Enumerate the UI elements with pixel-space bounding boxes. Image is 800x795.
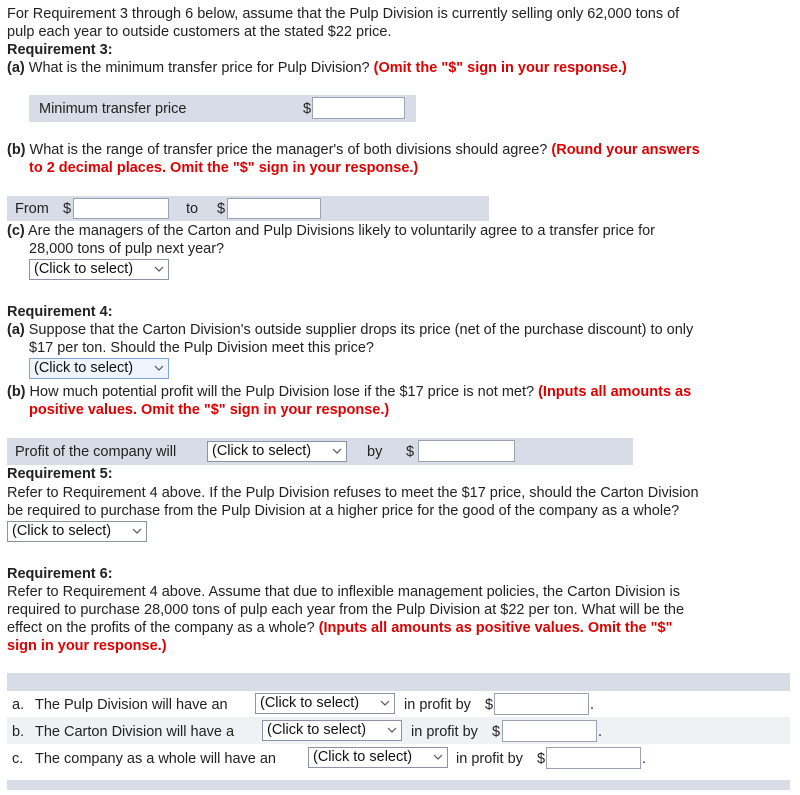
profit-amount-input[interactable] — [418, 440, 515, 462]
row-c-select-value: (Click to select) — [313, 749, 413, 765]
req4-a-text-2: $17 per ton. Should the Pulp Division meet this price? — [29, 340, 374, 356]
req4-b-note-2: positive values. Omit the "$" sign in your response.) — [29, 402, 390, 418]
intro-line-1: For Requirement 3 through 6 below, assume that the Pulp Division is currently selling only 62,000 tons of — [7, 6, 680, 22]
row-b-select-value: (Click to select) — [267, 722, 367, 738]
row-c-currency: $ — [537, 751, 546, 767]
chevron-down-icon — [380, 698, 390, 708]
req5-select-value: (Click to select) — [12, 523, 112, 539]
row-a-end: . — [590, 697, 595, 713]
req3-b-prefix: (b) — [7, 142, 26, 158]
req3-c-text-2: 28,000 tons of pulp next year? — [29, 241, 225, 257]
req4-heading: Requirement 4: — [7, 304, 113, 320]
row-c-select[interactable] — [308, 747, 448, 768]
profit-select[interactable] — [207, 441, 347, 462]
req4-b-text: How much potential profit will the Pulp Division lose if the $17 price is not met? — [25, 384, 539, 400]
req3-heading: Requirement 3: — [7, 42, 113, 58]
req4-b-prefix: (b) — [7, 384, 26, 400]
row-b-amount-input[interactable] — [502, 720, 597, 742]
row-c-text: The company as a whole will have an — [35, 751, 276, 767]
row-a-amount-input[interactable] — [494, 693, 589, 715]
range-from-input[interactable] — [73, 198, 169, 219]
row-b-letter: b. — [12, 724, 25, 740]
req3-b-note-2: to 2 decimal places. Omit the "$" sign in your response.) — [29, 160, 419, 176]
req6-text-2: required to purchase 28,000 tons of pulp each year from the Pulp Division at $22 per ton. What will be the — [7, 602, 685, 618]
row-b-text: The Carton Division will have a — [35, 724, 235, 740]
req3-a-text: What is the minimum transfer price for Pulp Division? — [24, 60, 374, 76]
row-a-letter: a. — [12, 697, 25, 713]
req3-b-question-1 — [7, 141, 700, 159]
req3-c-text-1: Are the managers of the Carton and Pulp Divisions likely to voluntarily agree to a transfer price for — [24, 223, 655, 239]
req3-c-select[interactable] — [29, 259, 169, 280]
req6-text-3-note: (Inputs all amounts as positive values. Omit the "$" — [318, 620, 673, 636]
req4-b-note-1: (Inputs all amounts as — [538, 384, 692, 400]
req5-text-1: Refer to Requirement 4 above. If the Pulp Division refuses to meet the $17 price, should the Carton Division — [7, 485, 699, 501]
req4-b-question-1 — [7, 383, 691, 401]
row-b-currency: $ — [492, 724, 501, 740]
chevron-down-icon — [154, 363, 164, 373]
row-b-suffix: in profit by — [411, 724, 478, 740]
row-c-amount-input[interactable] — [546, 747, 641, 769]
row-b-select[interactable] — [262, 720, 402, 741]
req6-table-footer — [7, 780, 790, 790]
row-a-suffix: in profit by — [404, 697, 471, 713]
row-a-text: The Pulp Division will have an — [35, 697, 228, 713]
req3-c-question-1 — [7, 222, 655, 240]
by-label: by — [367, 444, 383, 460]
profit-currency: $ — [406, 444, 415, 460]
req4-a-question-1 — [7, 321, 693, 339]
req4-a-text-1: Suppose that the Carton Division's outside supplier drops its price (net of the purchase discount) to only — [24, 322, 694, 338]
row-b-end: . — [598, 724, 603, 740]
req5-text-2: be required to purchase from the Pulp Division at a higher price for the good of the company as a whole? — [7, 503, 680, 519]
chevron-down-icon — [132, 526, 142, 536]
req3-b-text: What is the range of transfer price the manager's of both divisions should agree? — [25, 142, 552, 158]
req6-text-4-note: sign in your response.) — [7, 638, 167, 654]
min-transfer-label: Minimum transfer price — [39, 101, 187, 117]
req3-a-question — [7, 59, 627, 77]
req3-b-note-1: (Round your answers — [551, 142, 700, 158]
from-label: From — [15, 201, 49, 217]
min-transfer-input[interactable] — [312, 97, 405, 119]
req4-a-select[interactable] — [29, 358, 169, 379]
row-c-end: . — [642, 751, 647, 767]
row-a-select-value: (Click to select) — [260, 695, 360, 711]
profit-label: Profit of the company will — [15, 444, 177, 460]
profit-select-value: (Click to select) — [212, 443, 312, 459]
row-a-select[interactable] — [255, 693, 395, 714]
to-label: to — [186, 201, 199, 217]
row-a-currency: $ — [485, 697, 494, 713]
req4-a-select-value: (Click to select) — [34, 360, 134, 376]
min-transfer-currency: $ — [303, 101, 312, 117]
req6-text-3-plain: effect on the profits of the company as a whole? — [7, 620, 319, 636]
req5-select[interactable] — [7, 521, 147, 542]
req3-c-select-value: (Click to select) — [34, 261, 134, 277]
range-to-input[interactable] — [227, 198, 321, 219]
req6-text-1: Refer to Requirement 4 above. Assume that due to inflexible management policies, the Carton Division is — [7, 584, 680, 600]
intro-line-2: pulp each year to outside customers at the stated $22 price. — [7, 24, 392, 40]
chevron-down-icon — [387, 725, 397, 735]
req5-heading: Requirement 5: — [7, 466, 113, 482]
from-currency: $ — [63, 201, 72, 217]
to-currency: $ — [217, 201, 226, 217]
chevron-down-icon — [332, 446, 342, 456]
row-c-suffix: in profit by — [456, 751, 523, 767]
req3-a-note: (Omit the "$" sign in your response.) — [373, 60, 627, 76]
req6-table-header — [7, 673, 790, 691]
chevron-down-icon — [433, 752, 443, 762]
req6-text-3 — [7, 619, 672, 637]
req6-heading: Requirement 6: — [7, 566, 113, 582]
row-c-letter: c. — [12, 751, 24, 767]
req4-a-prefix: (a) — [7, 322, 25, 338]
chevron-down-icon — [154, 264, 164, 274]
req3-a-prefix: (a) — [7, 60, 25, 76]
req3-c-prefix: (c) — [7, 223, 25, 239]
